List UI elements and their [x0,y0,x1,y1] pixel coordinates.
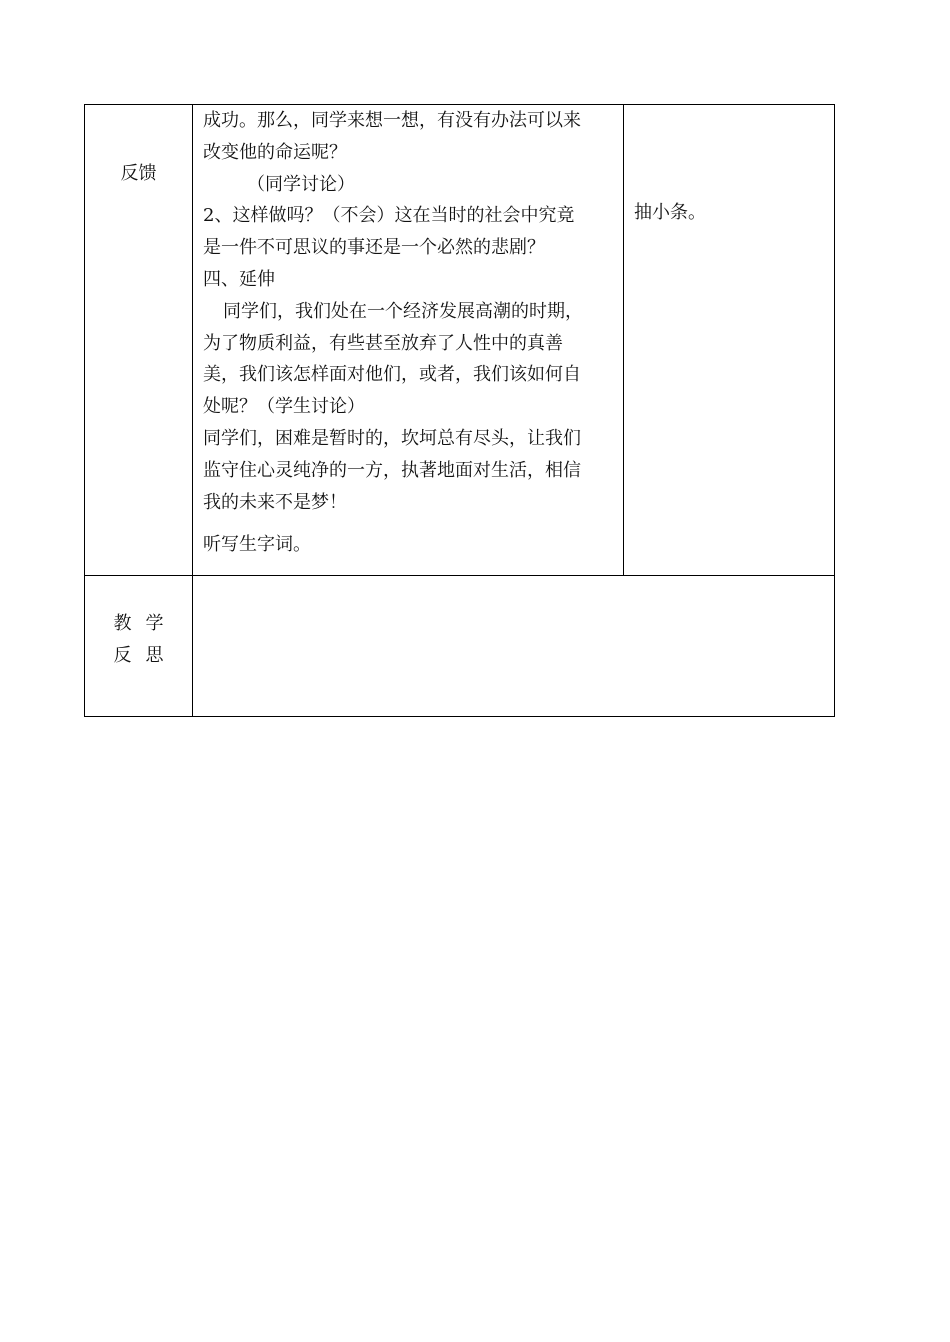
feedback-label: 反馈 [120,163,157,184]
content-line: 是一件不可思议的事还是一个必然的悲剧？ [203,237,545,259]
reflection-label-line2: 反思 [113,644,178,666]
content-line: 2、这样做吗？（不会）这在当时的社会中究竟 [203,205,575,227]
content-line: 听写生字词。 [203,534,311,556]
content-line: 同学们，我们处在一个经济发展高潮的时期， [223,300,583,322]
content-line: 为了物质利益，有些甚至放弃了人性中的真善 [203,332,563,354]
reflection-content-cell [193,576,835,717]
reflection-row [85,576,835,717]
content-line: 成功。那么，同学来想一想，有没有办法可以来 [203,110,581,131]
content-line: 我的未来不是梦！ [203,491,347,513]
content-line: 监守住心灵纯净的一方，执著地面对生活，相信 [203,459,581,481]
side-note-text: 抽小条。 [634,202,706,223]
content-line: 改变他的命运呢？ [203,141,347,163]
side-note-cell [624,105,835,576]
feedback-row [85,105,835,576]
lesson-plan-table [84,104,835,717]
feedback-label-cell [85,105,193,576]
content-line: 美，我们该怎样面对他们，或者，我们该如何自 [203,364,581,386]
content-line: 同学们，困难是暂时的，坎坷总有尽头，让我们 [203,427,581,449]
reflection-label-cell [85,576,193,717]
reflection-label-line1: 教学 [113,613,178,634]
content-line: 处呢？（学生讨论） [203,396,365,418]
content-line: （同学讨论） [247,173,355,195]
content-line: 四、延伸 [203,268,275,290]
feedback-content-cell [193,105,624,576]
